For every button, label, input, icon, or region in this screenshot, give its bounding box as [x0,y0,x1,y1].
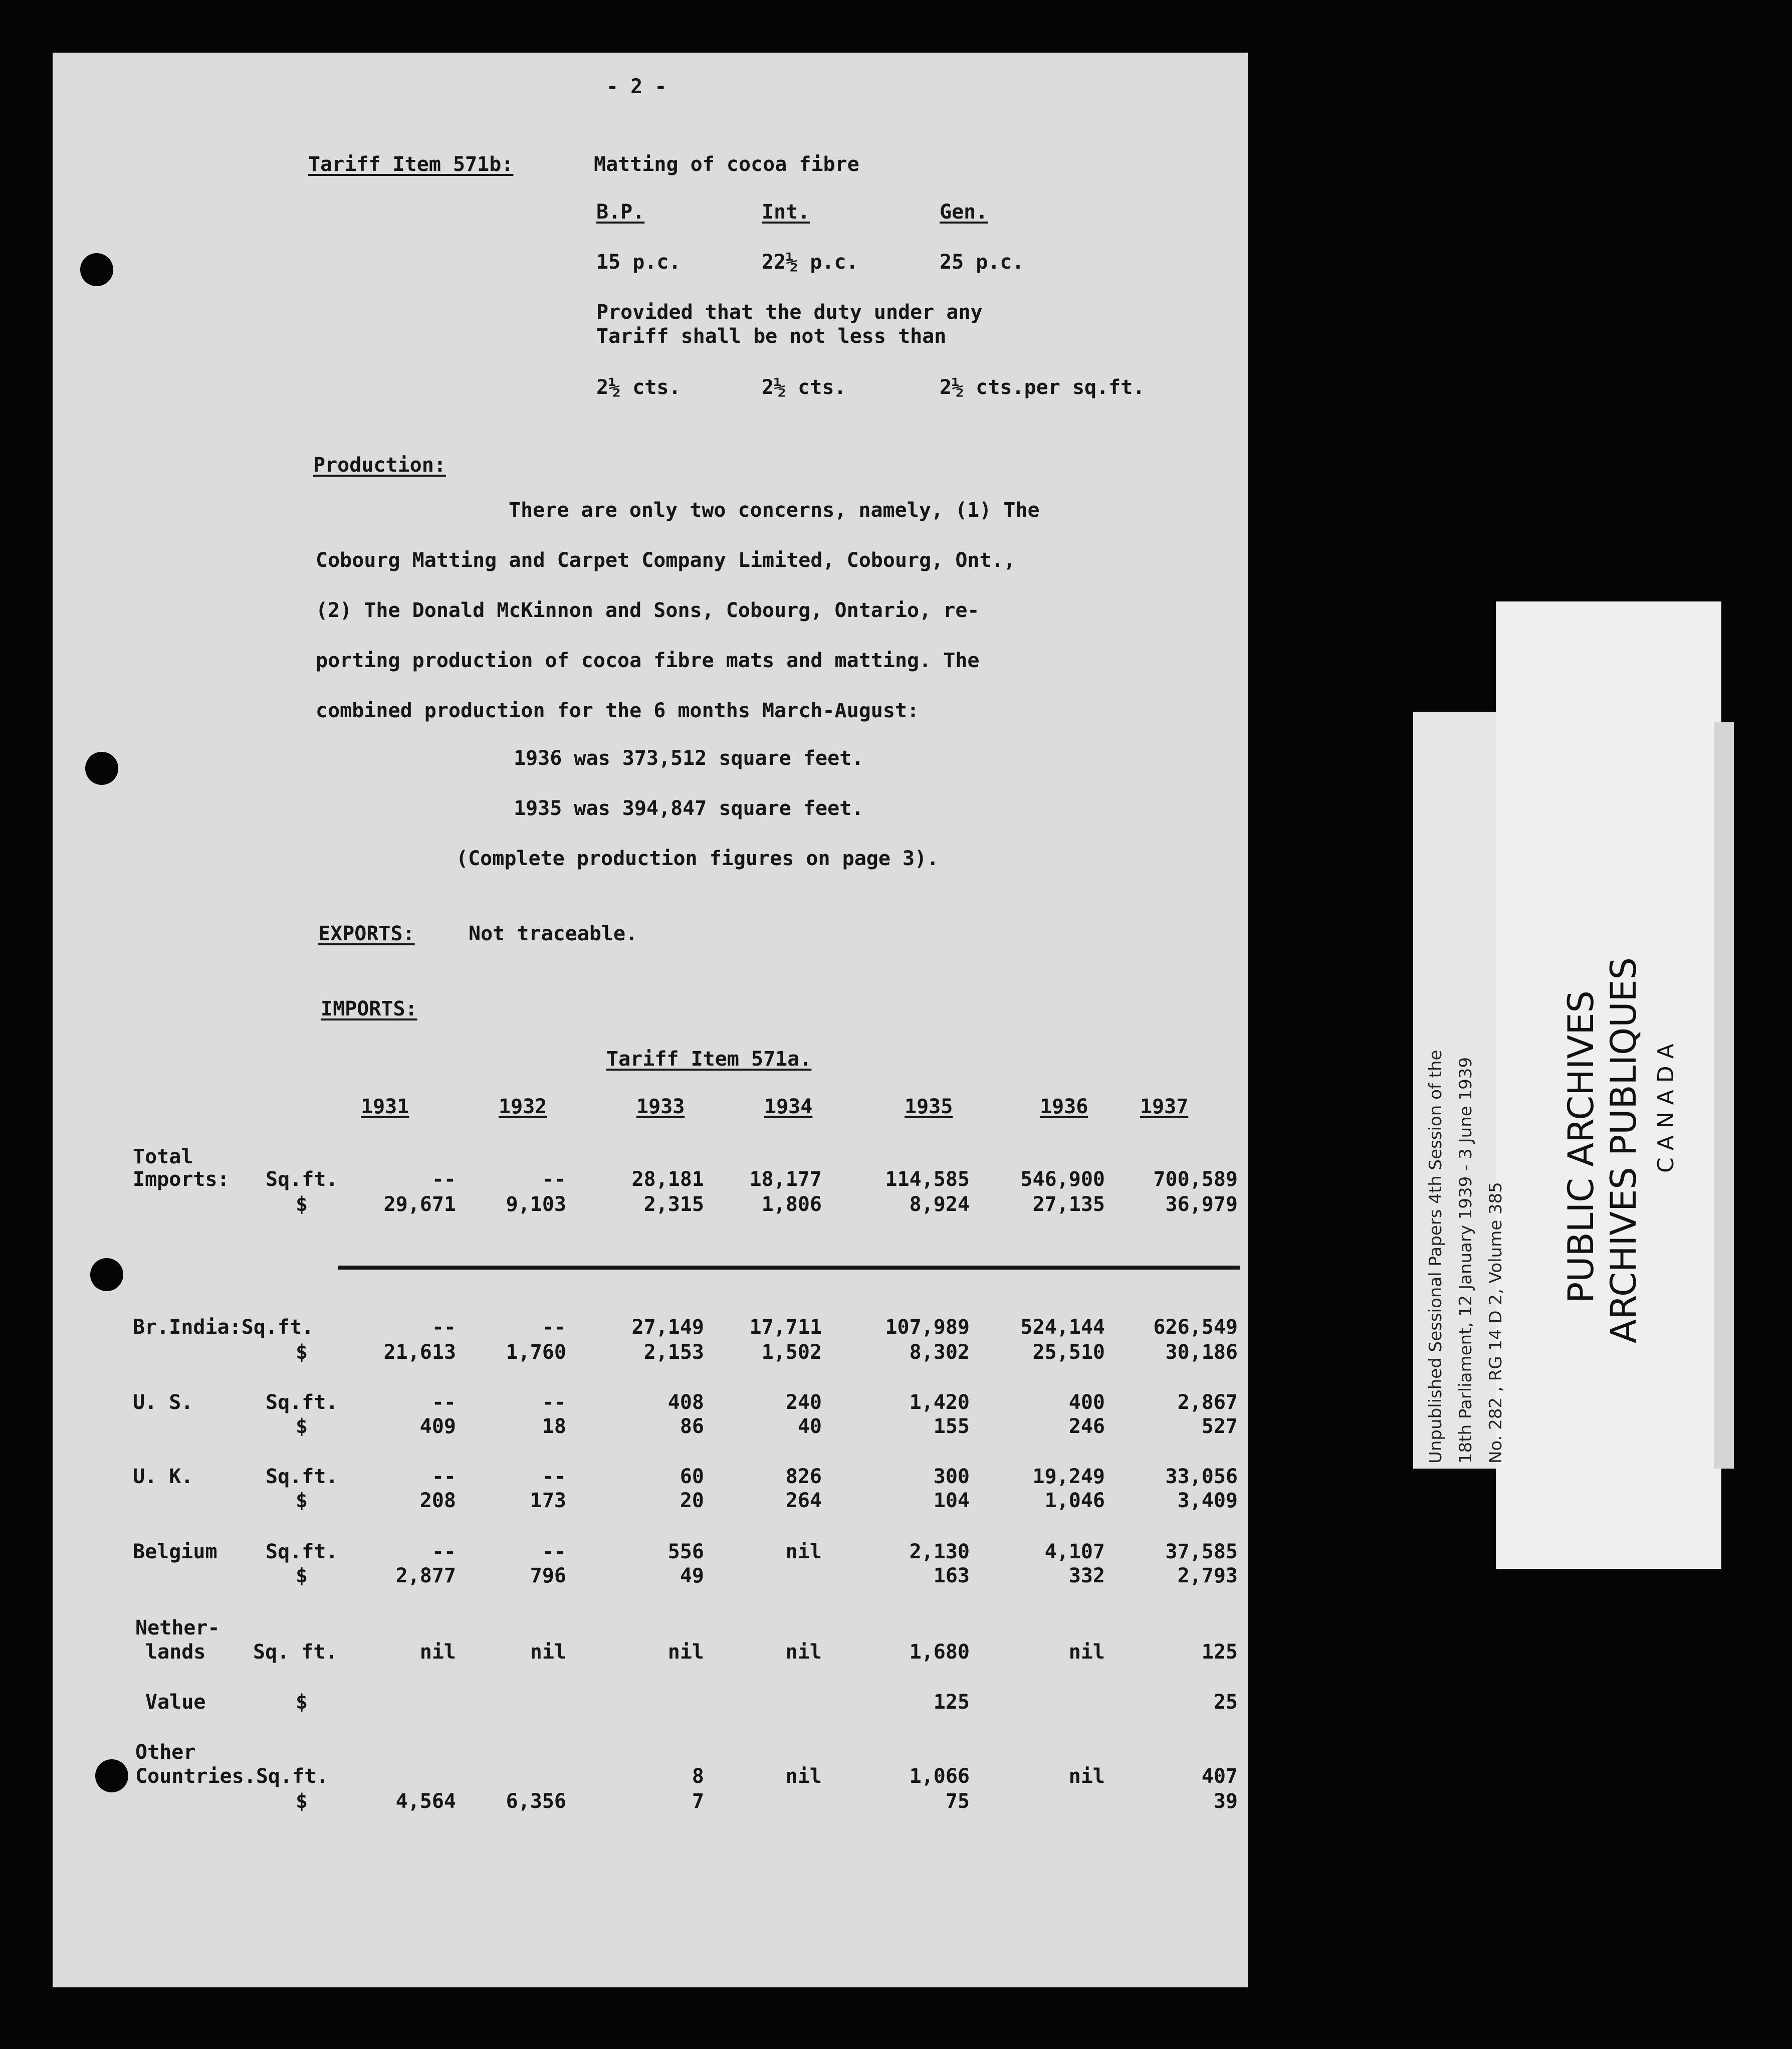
country-label: Nether- [135,1616,220,1640]
table-cell: 17,711 [749,1316,822,1339]
table-cell: 27,135 [1032,1193,1105,1216]
table-cell: 155 [933,1415,970,1438]
table-cell: 556 [667,1540,704,1563]
table-cell: 826 [785,1465,822,1488]
table-cell: 40 [797,1415,822,1438]
punch-hole [80,253,113,286]
table-cell: 2,315 [643,1193,704,1216]
table-cell: 49 [680,1564,704,1587]
table-cell: 1,046 [1044,1489,1105,1512]
rate-value: 22½ p.c. [762,251,858,274]
production-line: Cobourg Matting and Carpet Company Limited, Cobourg, Ont., [316,549,1016,572]
year-header: 1931 [361,1095,409,1118]
rate-header: Gen. [940,200,988,224]
rate-header: Int. [762,200,810,224]
country-label: U. S. [133,1391,193,1414]
punch-hole [85,752,118,785]
year-header: 1936 [1040,1095,1088,1118]
table-cell: 36,979 [1165,1193,1238,1216]
table-cell: 1,760 [506,1341,566,1364]
table-cell: 2,130 [909,1540,970,1563]
table-cell: 240 [785,1391,822,1414]
country-label: Belgium [133,1540,217,1563]
table-cell: 407 [1201,1765,1238,1788]
table-cell: -- [431,1465,456,1488]
table-cell: 1,680 [909,1641,970,1664]
table-cell: 107,989 [885,1316,970,1339]
unit-label: $ [296,1564,308,1587]
unit-label: $ [296,1790,308,1813]
table-cell: 75 [945,1790,970,1813]
table-cell: 8,302 [909,1341,970,1364]
table-cell: 60 [680,1465,704,1488]
table-cell: 2,877 [395,1564,456,1587]
table-cell: 1,502 [761,1341,822,1364]
production-line: combined production for the 6 months March-August: [316,699,920,722]
exports-heading: EXPORTS: [318,922,415,945]
table-cell: 19,249 [1032,1465,1105,1488]
tariff-description: Matting of cocoa fibre [594,153,859,176]
table-cell: nil [419,1641,456,1664]
table-cell: 8 [692,1765,704,1788]
country-label: Br.India:Sq.ft. [133,1316,314,1339]
archives-publiques-stamp: ARCHIVES PUBLIQUES [1603,957,1644,1343]
table-cell: 4,107 [1044,1540,1105,1563]
year-header: 1934 [764,1095,813,1118]
table-cell: 125 [1201,1641,1238,1664]
table-cell: 114,585 [885,1168,970,1191]
table-cell: 27,149 [631,1316,704,1339]
unit-label: Sq.ft. [266,1465,338,1488]
table-cell: -- [542,1168,566,1191]
table-cell: 1,420 [909,1391,970,1414]
table-cell: nil [1068,1765,1105,1788]
table-cell: 104 [933,1489,970,1512]
table-cell: 125 [933,1691,970,1714]
archive-card-edge [1714,722,1734,1469]
table-cell: 39 [1213,1790,1238,1813]
table-cell: 796 [530,1564,566,1587]
country-label: Other [135,1741,196,1764]
production-1936: 1936 was 373,512 square feet. [514,747,864,770]
country-label: lands [145,1641,206,1664]
unit-label: $ [296,1341,308,1364]
table-cell: 546,900 [1020,1168,1105,1191]
min-rate: 2½ cts. [596,376,681,399]
unit-label: Sq.ft. [266,1391,338,1414]
table-cell: 332 [1068,1564,1105,1587]
table-cell: 8,924 [909,1193,970,1216]
exports-text: Not traceable. [469,922,638,945]
table-cell: 86 [680,1415,704,1438]
table-cell: 29,671 [383,1193,456,1216]
unit-label: $ [296,1415,308,1438]
page-number: - 2 - [606,75,667,98]
table-cell: 3,409 [1177,1489,1238,1512]
unit-label: $ [296,1193,308,1216]
table-cell: -- [542,1316,566,1339]
min-rate: 2½ cts. [762,376,846,399]
table-cell: 30,186 [1165,1341,1238,1364]
session-info-line: Unpublished Sessional Papers 4th Session of the [1426,1050,1446,1464]
table-cell: 527 [1201,1415,1238,1438]
table-cell: 18 [542,1415,566,1438]
table-cell: 163 [933,1564,970,1587]
table-cell: -- [431,1168,456,1191]
table-cell: 9,103 [506,1193,566,1216]
country-label: U. K. [133,1465,193,1488]
unit-label: Sq. ft. [253,1641,338,1664]
table-cell: 408 [667,1391,704,1414]
canada-stamp: C A N A D A [1653,1044,1679,1173]
table-cell: 264 [785,1489,822,1512]
year-header: 1933 [636,1095,685,1118]
table-cell: 33,056 [1165,1465,1238,1488]
year-header: 1937 [1140,1095,1189,1118]
table-cell: 173 [530,1489,566,1512]
table-cell: 2,867 [1177,1391,1238,1414]
proviso-line: Tariff shall be not less than [596,325,947,348]
public-archives-stamp: PUBLIC ARCHIVES [1560,990,1602,1303]
table-cell: 25 [1213,1691,1238,1714]
table-cell: 409 [419,1415,456,1438]
punch-hole [95,1759,128,1792]
table-cell: 21,613 [383,1341,456,1364]
table-cell: nil [785,1765,822,1788]
production-1935: 1935 was 394,847 square feet. [514,797,864,820]
table-cell: nil [530,1641,566,1664]
table-cell: 2,153 [643,1341,704,1364]
total-label: Imports: [133,1168,230,1191]
table-cell: 28,181 [631,1168,704,1191]
production-note: (Complete production figures on page 3). [456,847,939,870]
rate-header: B.P. [596,200,645,224]
table-cell: 1,066 [909,1765,970,1788]
table-cell: nil [785,1641,822,1664]
unit-label: $ [296,1489,308,1512]
session-info-line: 18th Parliament, 12 January 1939 - 3 June 1939 [1456,1057,1476,1464]
year-header: 1932 [499,1095,547,1118]
table-cell: 1,806 [761,1193,822,1216]
proviso-line: Provided that the duty under any [596,301,983,324]
total-label: Total [133,1145,193,1168]
table-cell: -- [542,1465,566,1488]
table-cell: 2,793 [1177,1564,1238,1587]
table-cell: 246 [1068,1415,1105,1438]
unit-label: Sq.ft. [266,1168,338,1191]
table-cell: 626,549 [1153,1316,1238,1339]
value-label: Value [145,1691,206,1714]
punch-hole [90,1258,123,1291]
table-cell: 400 [1068,1391,1105,1414]
production-line: (2) The Donald McKinnon and Sons, Cobourg, Ontario, re- [316,599,980,622]
imports-heading: IMPORTS: [321,997,417,1020]
table-cell: nil [785,1540,822,1563]
rate-value: 15 p.c. [596,251,681,274]
table-cell: nil [1068,1641,1105,1664]
table-title: Tariff Item 571a. [606,1048,812,1071]
table-cell: 700,589 [1153,1168,1238,1191]
table-cell: 18,177 [749,1168,822,1191]
table-cell: -- [542,1391,566,1414]
session-info-line: No. 282 , RG 14 D 2, Volume 385 [1486,1182,1506,1464]
document-page [53,53,1248,1987]
production-heading: Production: [313,454,446,477]
tariff-label: Tariff Item 571b: [308,153,514,176]
country-label: Countries.Sq.ft. [135,1765,329,1788]
table-cell: 524,144 [1020,1316,1105,1339]
table-cell: -- [431,1316,456,1339]
production-line: porting production of cocoa fibre mats and matting. The [316,649,980,672]
table-cell: 4,564 [395,1790,456,1813]
rate-value: 25 p.c. [940,251,1024,274]
table-cell: 37,585 [1165,1540,1238,1563]
table-rule [338,1266,1240,1270]
table-cell: 25,510 [1032,1341,1105,1364]
table-cell: -- [542,1540,566,1563]
table-cell: -- [431,1540,456,1563]
table-cell: 300 [933,1465,970,1488]
table-cell: 208 [419,1489,456,1512]
table-cell: -- [431,1391,456,1414]
min-rate: 2½ cts.per sq.ft. [940,376,1145,399]
table-cell: nil [667,1641,704,1664]
year-header: 1935 [905,1095,953,1118]
table-cell: 6,356 [506,1790,566,1813]
table-cell: 20 [680,1489,704,1512]
table-cell: 7 [692,1790,704,1813]
production-line: There are only two concerns, namely, (1) The [509,499,1040,522]
unit-label: $ [296,1691,308,1714]
unit-label: Sq.ft. [266,1540,338,1563]
